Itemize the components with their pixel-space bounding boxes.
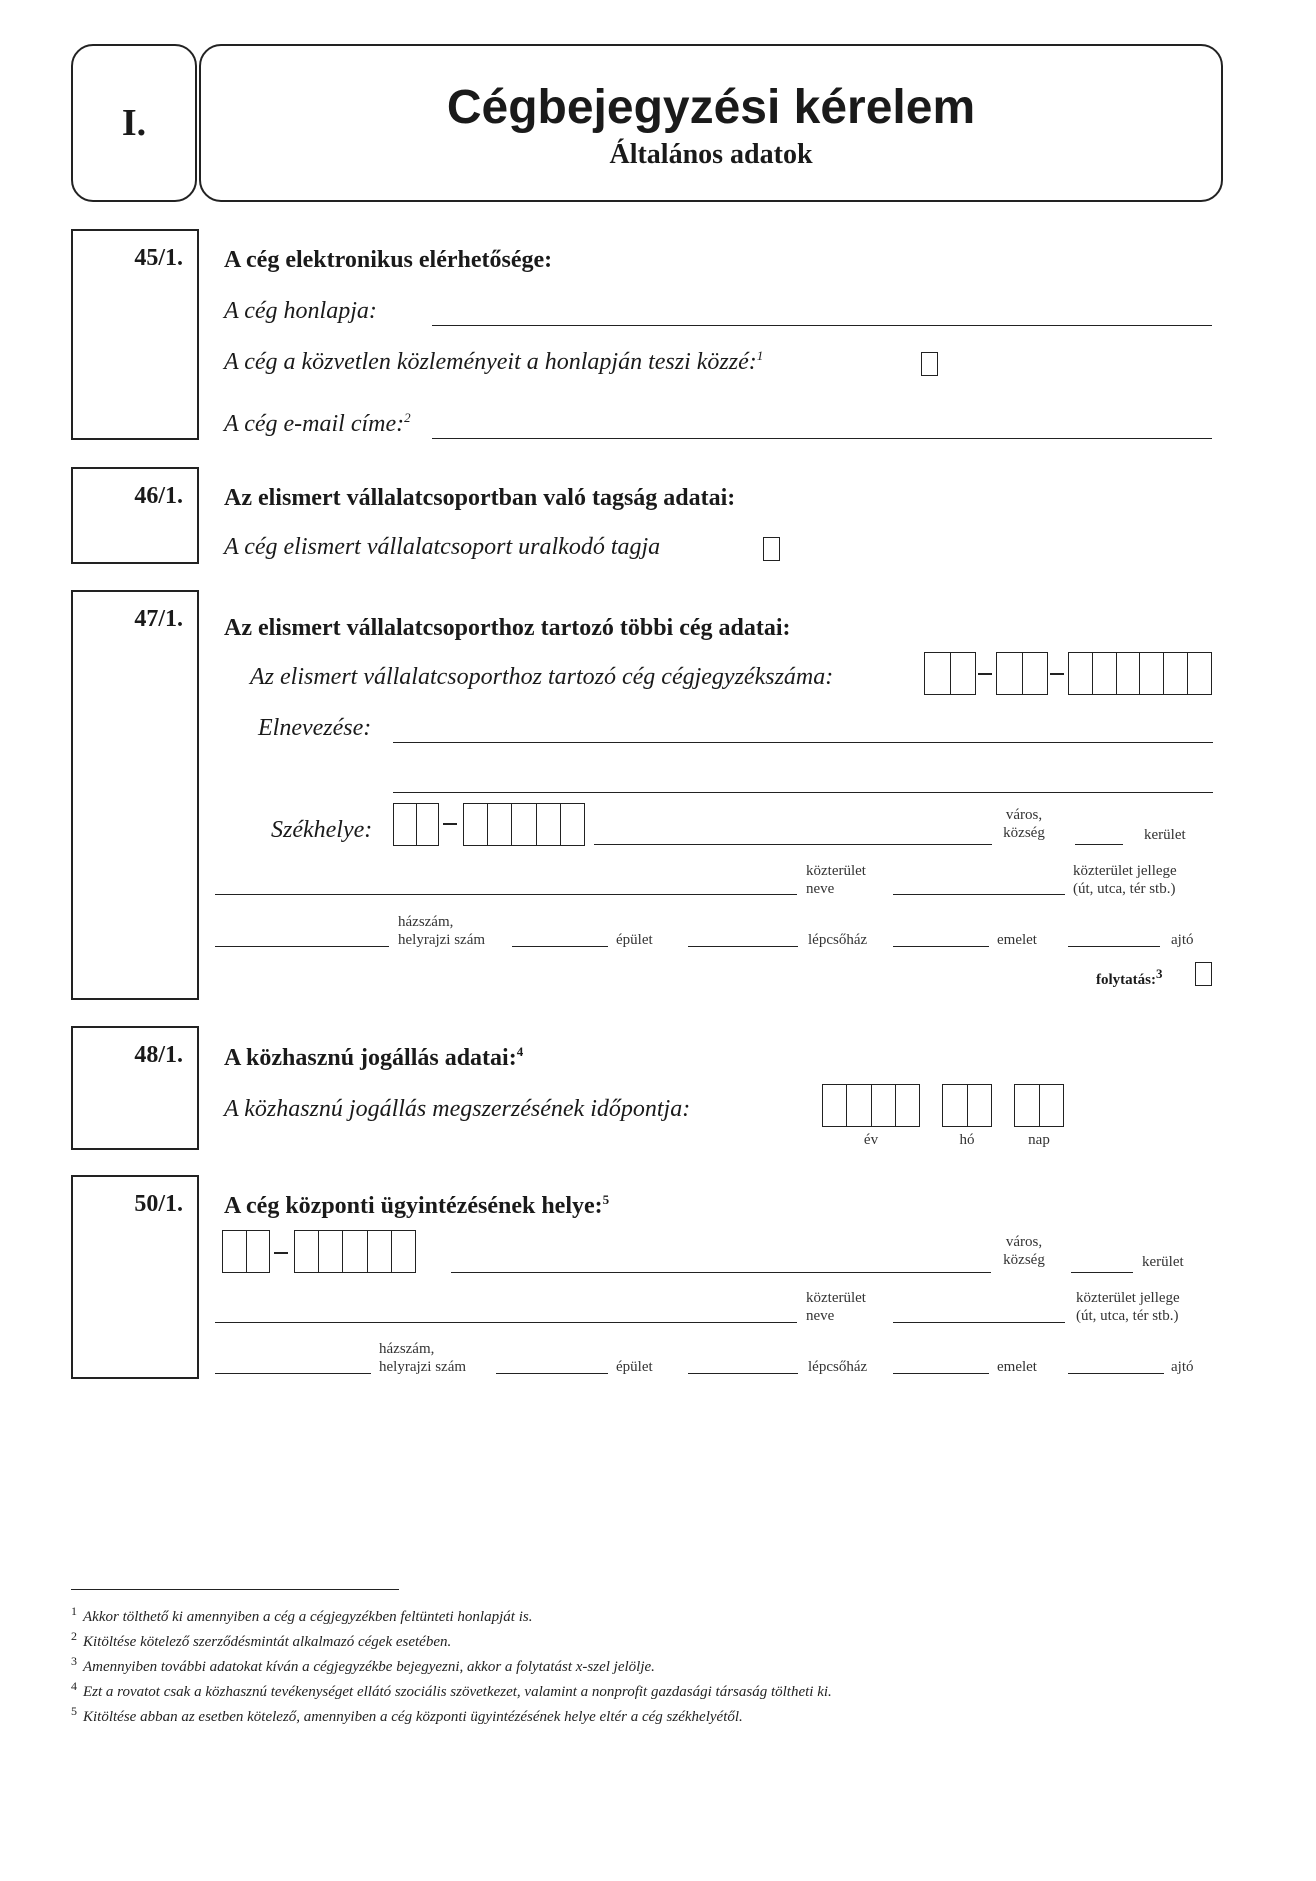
postcode-cells-b[interactable]: [463, 803, 585, 846]
name-field-line-2[interactable]: [393, 792, 1213, 793]
regno-form-cells[interactable]: [996, 652, 1048, 695]
house-number-label: házszám, helyrajzi szám: [398, 914, 486, 948]
postcode-cells-b[interactable]: [294, 1230, 416, 1273]
street-name-label: közterület neve: [806, 863, 866, 897]
section-number-47: 47/1.: [134, 606, 183, 632]
city-label: város, község: [1003, 1234, 1045, 1268]
form-subtitle: Általános adatok: [609, 139, 813, 170]
publish-checkbox[interactable]: [921, 352, 938, 376]
regno-serial-cells[interactable]: [1068, 652, 1212, 695]
dash: [978, 673, 992, 675]
section-number-box-47: [71, 590, 199, 1000]
section-number-box-45: [71, 229, 199, 440]
postcode-cells-a[interactable]: [222, 1230, 270, 1273]
stair-field[interactable]: [688, 1373, 798, 1374]
stair-label: lépcsőház: [808, 932, 868, 948]
year-label: év: [863, 1132, 879, 1148]
city-field[interactable]: [594, 844, 992, 845]
homepage-field[interactable]: [432, 325, 1212, 326]
continuation-label: folytatás:$^3$: [1096, 966, 1163, 988]
city-label: város, község: [1003, 807, 1045, 841]
street-name-field[interactable]: [215, 1322, 797, 1323]
dominant-member-checkbox[interactable]: [763, 537, 780, 561]
date-month-cells[interactable]: [942, 1084, 992, 1127]
footnote-separator: [71, 1589, 399, 1590]
footnote: $^5$ Kitöltése abban az esetben kötelező, amennyiben a cég központi ügyintézésének helye eltér a cég székhelyétől.: [71, 1704, 743, 1725]
building-field[interactable]: [496, 1373, 608, 1374]
street-type-field[interactable]: [893, 894, 1065, 895]
regno-label: Az elismert vállalatcsoporthoz tartozó cég cégjegyzékszáma:: [250, 664, 834, 690]
floor-field[interactable]: [893, 1373, 989, 1374]
name-field-line-1[interactable]: [393, 742, 1213, 743]
house-number-field[interactable]: [215, 1373, 371, 1374]
continuation-checkbox[interactable]: [1195, 962, 1212, 986]
dash: [443, 823, 457, 825]
section-title-45: A cég elektronikus elérhetősége:: [224, 247, 553, 273]
dash: [1050, 673, 1064, 675]
date-day-cells[interactable]: [1014, 1084, 1064, 1127]
footnote: $^1$ Akkor tölthető ki amennyiben a cég a cégjegyzékben feltünteti honlapját is.: [71, 1604, 533, 1625]
section-number-box-50: [71, 1175, 199, 1379]
day-label: nap: [1028, 1132, 1050, 1148]
floor-field[interactable]: [893, 946, 989, 947]
building-label: épület: [616, 932, 653, 948]
footnote: $^3$ Amennyiben további adatokat kíván a cégjegyzékbe bejegyezni, akkor a folytatást x-szel jelölje.: [71, 1654, 655, 1675]
footnote: $^4$ Ezt a rovatot csak a közhasznú tevékenységet ellátó szociális szövetkezet, valamint a nonprofit gazdasági társaság töltheti ki.: [71, 1679, 832, 1700]
door-label: ajtó: [1171, 932, 1194, 948]
street-type-label: közterület jellege (út, utca, tér stb.): [1073, 863, 1177, 897]
dominant-member-label: A cég elismert vállalatcsoport uralkodó tagja: [224, 534, 661, 560]
public-benefit-date-label: A közhasznú jogállás megszerzésének időpontja:: [224, 1096, 691, 1122]
district-label: kerület: [1144, 827, 1186, 843]
dash: [274, 1252, 288, 1254]
building-field[interactable]: [512, 946, 608, 947]
door-field[interactable]: [1068, 946, 1160, 947]
section-title-48: A közhasznú jogállás adatai:$^4$: [224, 1044, 524, 1071]
regno-court-cells[interactable]: [924, 652, 976, 695]
stair-field[interactable]: [688, 946, 798, 947]
street-type-label: közterület jellege (út, utca, tér stb.): [1076, 1290, 1180, 1324]
street-name-field[interactable]: [215, 894, 797, 895]
email-label: A cég e-mail címe:$^2$: [224, 410, 411, 437]
stair-label: lépcsőház: [808, 1359, 868, 1375]
section-number-48: 48/1.: [134, 1042, 183, 1068]
section-title-50: A cég központi ügyintézésének helye:$^5$: [224, 1192, 610, 1219]
footnote: $^2$ Kitöltése kötelező szerződésmintát alkalmazó cégek esetében.: [71, 1629, 452, 1650]
homepage-label: A cég honlapja:: [224, 298, 377, 324]
email-field[interactable]: [432, 438, 1212, 439]
district-field[interactable]: [1075, 844, 1123, 845]
street-type-field[interactable]: [893, 1322, 1065, 1323]
district-field[interactable]: [1071, 1272, 1133, 1273]
form-title: Cégbejegyzési kérelem: [446, 81, 976, 134]
house-number-label: házszám, helyrajzi szám: [379, 1341, 467, 1375]
door-label: ajtó: [1171, 1359, 1194, 1375]
floor-label: emelet: [997, 932, 1037, 948]
section-roman-number: I.: [71, 44, 197, 202]
district-label: kerület: [1142, 1254, 1184, 1270]
date-year-cells[interactable]: [822, 1084, 920, 1127]
section-number-box-48: [71, 1026, 199, 1150]
section-number-box-46: [71, 467, 199, 564]
building-label: épület: [616, 1359, 653, 1375]
floor-label: emelet: [997, 1359, 1037, 1375]
section-number-46: 46/1.: [134, 483, 183, 509]
publish-label: A cég a közvetlen közleményeit a honlapján teszi közzé:$^1$: [224, 348, 764, 375]
house-number-field[interactable]: [215, 946, 389, 947]
section-title-46: Az elismert vállalatcsoportban való tagság adatai:: [224, 485, 736, 511]
month-label: hó: [959, 1132, 975, 1148]
seat-label: Székhelye:: [271, 817, 373, 843]
street-name-label: közterület neve: [806, 1290, 866, 1324]
postcode-cells-a[interactable]: [393, 803, 439, 846]
name-label: Elnevezése:: [258, 715, 372, 741]
door-field[interactable]: [1068, 1373, 1164, 1374]
form-header: [199, 44, 1223, 202]
city-field[interactable]: [451, 1272, 991, 1273]
section-number-45: 45/1.: [134, 245, 183, 271]
section-title-47: Az elismert vállalatcsoporthoz tartozó többi cég adatai:: [224, 615, 791, 641]
section-number-50: 50/1.: [134, 1191, 183, 1217]
